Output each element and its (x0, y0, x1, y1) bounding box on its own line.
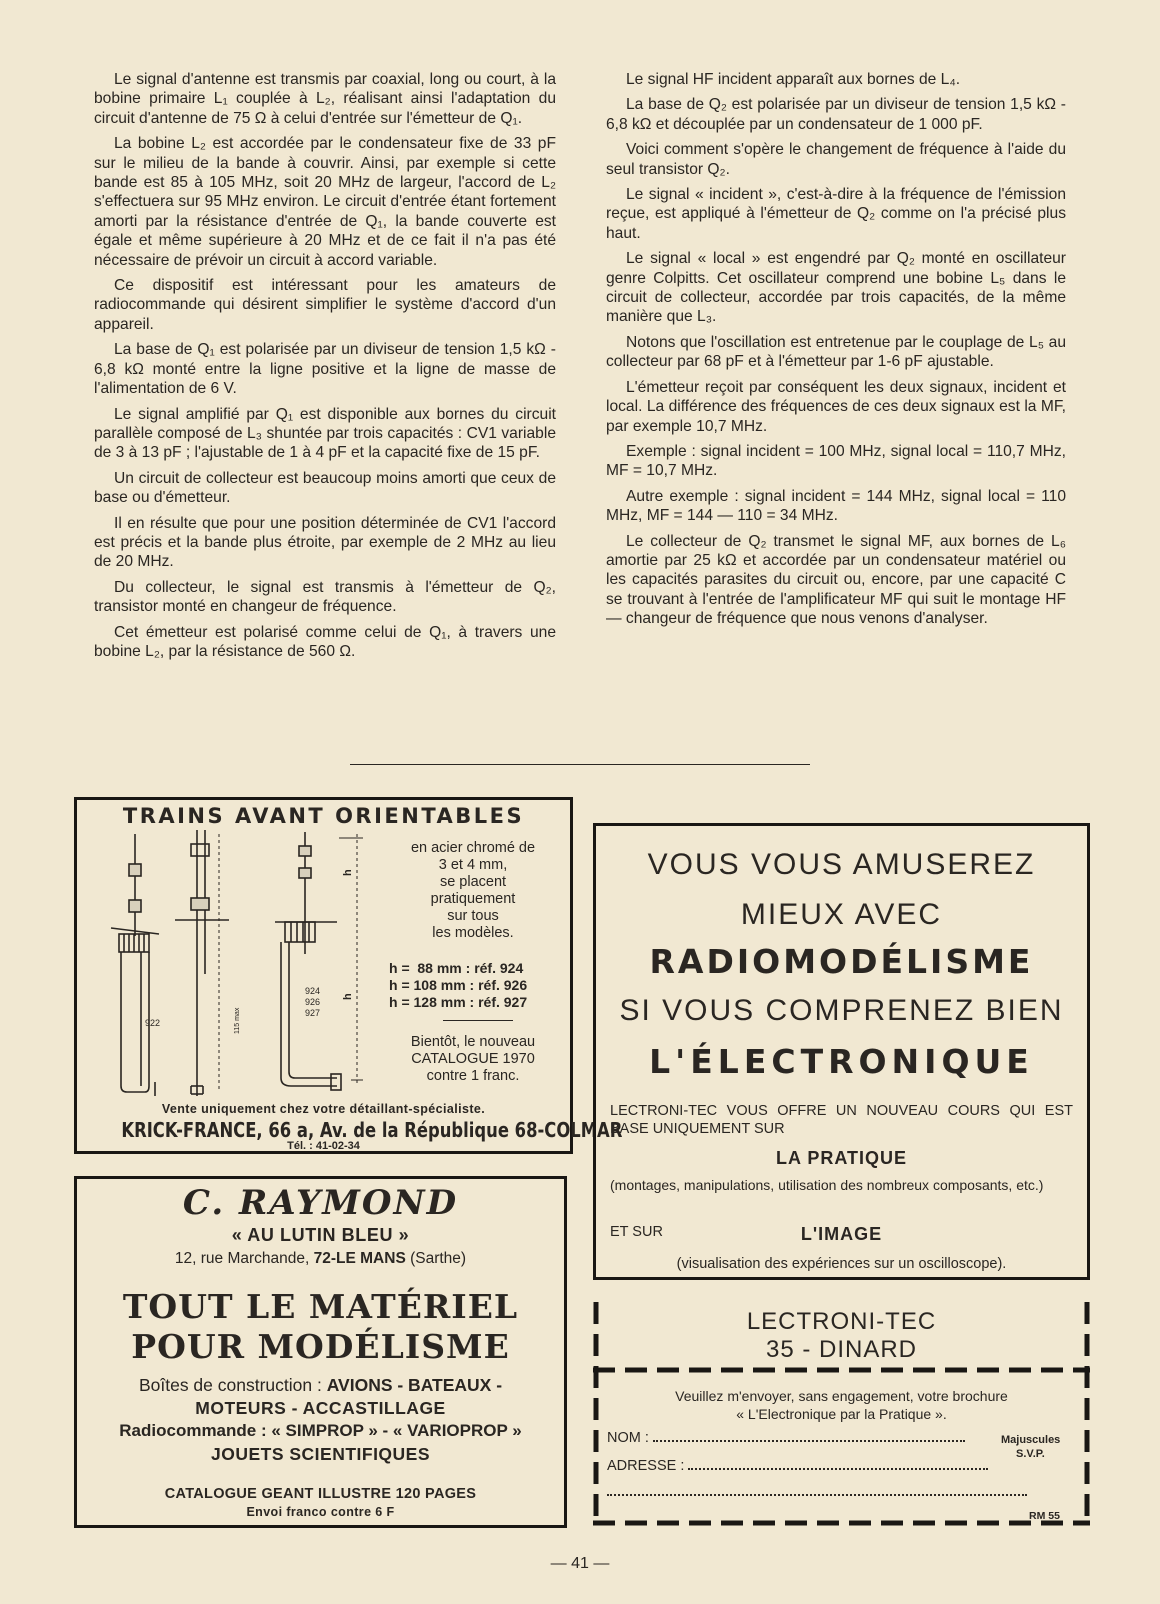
raymond-radiocommande: Radiocommande : « SIMPROP » - « VARIOPROP » (119, 1421, 522, 1440)
coupon-request: Veuillez m'envoyer, sans engagement, votre brochure (675, 1388, 1008, 1404)
article-paragraph: Le signal HF incident apparaît aux bornes de L₄. (626, 71, 961, 88)
krick-address: KRICK-FRANCE, 66 a, Av. de la République 68-COLMAR (121, 1118, 623, 1142)
coupon-request: « L'Electronique par la Pratique ». (736, 1406, 947, 1422)
krick-description-line: en acier chromé de (410, 840, 536, 856)
article-paragraph: La base de Q₂ est polarisée par un diviseur de tension 1,5 kΩ - 6,8 kΩ et découplée par un condensateur de 1 000 pF. (606, 96, 1066, 133)
coupon-code: RM 55 (1029, 1510, 1060, 1522)
section-separator (350, 764, 810, 765)
article-paragraph: Cet émetteur est polarisé comme celui de Q₁, à travers une bobine L₂, par la résistance de 560 Ω. (94, 623, 556, 660)
page-number: — 41 — (550, 1555, 610, 1572)
krick-rule (443, 1020, 513, 1021)
raymond-headline: POUR MODÉLISME (131, 1327, 510, 1366)
article-paragraph: Le collecteur de Q₂ transmet le signal MF, aux bornes de L₆ amortie par 25 kΩ et accordée par un condensateur matériel ou les capacités parasites du circuit ou, encore, par une capacité C se trouvant à l'entrée de l'amplificateur MF qui suit le montage HF — changeur de fréquence que nous venons d'analyser. (606, 532, 1066, 628)
raymond-products: MOTEURS - ACCASTILLAGE (195, 1398, 446, 1418)
krick-vente: Vente uniquement chez votre détaillant-spécialiste. (161, 1102, 486, 1116)
coupon-city: 35 - DINARD (765, 1336, 918, 1363)
coupon-extra-line[interactable] (607, 1494, 1027, 1496)
drawing-label-927: 927 (305, 1008, 321, 1018)
raymond-products-label: Boîtes de construction : (138, 1375, 327, 1395)
article-paragraph: La base de Q₁ est polarisée par un diviseur de tension 1,5 kΩ - 6,8 kΩ monté entre la ligne positive et la ligne de masse de l'alimentation de 6 V. (94, 341, 556, 398)
raymond-products (87, 1375, 554, 1396)
raymond-products-bold: AVIONS - BATEAUX - (326, 1375, 503, 1395)
krick-description-line: pratiquement (430, 891, 516, 907)
krick-description (377, 840, 569, 942)
raymond-address-city: 72-LE MANS (313, 1250, 406, 1267)
raymond-franco: Envoi franco contre 6 F (246, 1505, 395, 1519)
krick-advertisement (74, 797, 623, 1154)
lectronitec-image: L'IMAGE (800, 1224, 883, 1244)
lectronitec-et-sur: ET SUR (610, 1224, 663, 1240)
drawing-label-926: 926 (305, 997, 321, 1007)
lectronitec-headline: MIEUX AVEC (740, 898, 943, 931)
lectronitec-headline: SI VOUS COMPRENEZ BIEN (619, 994, 1064, 1027)
krick-reference: h = 88 mm : réf. 924 (389, 960, 524, 976)
drawing-label-h-top: h (342, 869, 354, 876)
lectronitec-offer: LECTRONI-TEC VOUS OFFRE UN NOUVEAU COURS QUI EST BASE UNIQUEMENT SUR (610, 1103, 1073, 1137)
raymond-advertisement (74, 1176, 567, 1528)
krick-catalogue-line: Bientôt, le nouveau (410, 1034, 536, 1050)
article-paragraph: Exemple : signal incident = 100 MHz, signal local = 110,7 MHz, MF = 10,7 MHz. (606, 442, 1066, 480)
coupon-address-line[interactable] (688, 1458, 988, 1470)
lectronitec-pratique-detail: (montages, manipulations, utilisation des nombreux composants, etc.) (610, 1177, 1044, 1193)
krick-reference: h = 128 mm : réf. 927 (389, 994, 528, 1010)
raymond-headline: TOUT LE MATÉRIEL (122, 1287, 519, 1326)
article-paragraph: Du collecteur, le signal est transmis à l'émetteur de Q₂, transistor monté en changeur de fréquence. (94, 578, 556, 616)
raymond-address (77, 1250, 564, 1268)
article-paragraph: La bobine L₂ est accordée par le condensateur fixe de 33 pF sur le milieu de la bande à couvrir. Ainsi, par exemple si cette bande est 85 à 105 MHz, soit 20 MHz de largeur, l'accord de L₂ s'effectuera sur 95 MHz environ. Le circuit d'entrée étant fortement amorti par la résistance d'entrée de Q₁, la bande couverte est égale et même supérieure à 20 MHz et de ce fait il n'a pas été nécessaire de prévoir un circuit à accord variable. (94, 135, 556, 269)
raymond-shop-name: « AU LUTIN BLEU » (231, 1225, 410, 1245)
krick-title: TRAINS AVANT ORIENTABLES (122, 804, 525, 828)
lectronitec-headline: VOUS VOUS AMUSEREZ (647, 848, 1036, 881)
lectronitec-image-detail: (visualisation des expériences sur un oscilloscope). (676, 1256, 1007, 1272)
article-paragraph: Ce dispositif est intéressant pour les amateurs de radiocommande qui désirent simplifier le système d'accord d'un appareil. (94, 277, 556, 333)
article-paragraph: Notons que l'oscillation est entretenue par le couplage de L₅ au collecteur par 68 pF et à l'émetteur par 1-6 pF ajustable. (606, 333, 1066, 371)
coupon-svp: S.V.P. (1016, 1448, 1045, 1460)
article-left-column (94, 70, 556, 667)
coupon-address-label: ADRESSE : (607, 1458, 685, 1474)
krick-description-line: se placent (439, 874, 507, 890)
article-paragraph: Un circuit de collecteur est beaucoup moins amorti que ceux de base ou d'émetteur. (94, 469, 556, 507)
lectronitec-pratique: LA PRATIQUE (776, 1148, 907, 1168)
article-paragraph: Le signal amplifié par Q₁ est disponible aux bornes du circuit parallèle composé de L₃ shuntée par trois capacités : CV1 variable de 3 à 13 pF ; l'ajustable de 1 à 4 pF et la capacité fixe de 15 pF. (94, 405, 556, 462)
coupon-name-label: NOM : (607, 1430, 649, 1446)
drawing-label-922: 922 (145, 1018, 161, 1028)
drawing-label-h: h (342, 993, 354, 1000)
drawing-label-115: 115 max (234, 1007, 241, 1034)
article-paragraph: Le signal d'antenne est transmis par coaxial, long ou court, à la bobine primaire L₁ couplée à L₂, réalisant ainsi l'adaptation du circuit d'antenne de 75 Ω à celui d'entrée sur l'émetteur de Q₁. (94, 71, 556, 127)
lectronitec-advertisement (593, 823, 1090, 1280)
drawing-label-924: 924 (305, 986, 321, 996)
coupon-company: LECTRONI-TEC (746, 1308, 937, 1335)
coupon-address-field[interactable] (607, 1458, 988, 1474)
coupon-name-field[interactable] (607, 1430, 965, 1446)
krick-telephone: Tél. : 41-02-34 (287, 1140, 360, 1152)
krick-references (389, 960, 569, 1011)
krick-catalogue (377, 1034, 569, 1085)
krick-description-line: 3 et 4 mm, (438, 857, 508, 873)
lectronitec-headline: L'ÉLECTRONIQUE (649, 1042, 1034, 1081)
article-paragraph: Autre exemple : signal incident = 144 MHz, signal local = 110 MHz, MF = 144 — 110 = 34 MHz. (606, 487, 1066, 525)
article-paragraph: L'émetteur reçoit par conséquent les deux signaux, incident et local. La différence des fréquences de ces deux signaux est la MF, par exemple 10,7 MHz. (606, 378, 1066, 435)
article-paragraph: Voici comment s'opère le changement de fréquence à l'aide du seul transistor Q₂. (606, 141, 1066, 178)
raymond-name: C. RAYMOND (182, 1183, 459, 1223)
raymond-address-street: 12, rue Marchande, (174, 1250, 314, 1267)
coupon-majuscules: Majuscules (1001, 1434, 1061, 1446)
krick-catalogue-line: contre 1 franc. (426, 1068, 520, 1084)
article-paragraph: Le signal « local » est engendré par Q₂ monté en oscillateur genre Colpitts. Cet oscillateur comprend une bobine L₅ dans le circuit de collecteur, accordée par trois capacités, de la même manière que L₃. (606, 250, 1066, 326)
raymond-catalogue: CATALOGUE GEANT ILLUSTRE 120 PAGES (164, 1486, 477, 1502)
krick-catalogue-line: CATALOGUE 1970 (411, 1051, 535, 1067)
coupon-name-line[interactable] (653, 1430, 965, 1442)
order-coupon (593, 1302, 1090, 1526)
lectronitec-headline: RADIOMODÉLISME (649, 942, 1034, 981)
krick-description-line: sur tous (447, 908, 499, 924)
krick-reference: h = 108 mm : réf. 926 (389, 977, 528, 993)
article-right-column (606, 70, 1066, 635)
article-paragraph: Il en résulte que pour une position déterminée de CV1 l'accord est précis et la bande plus étroite, par exemple de 2 MHz au lieu de 20 MHz. (94, 514, 556, 571)
raymond-jouets: JOUETS SCIENTIFIQUES (210, 1444, 431, 1464)
raymond-address-region: (Sarthe) (405, 1250, 467, 1267)
krick-description-line: les modèles. (432, 925, 514, 941)
article-paragraph: Le signal « incident », c'est-à-dire à la fréquence de l'émission reçue, est appliqué à l'émetteur de Q₂ comme on l'a précisé plus haut. (606, 186, 1066, 242)
